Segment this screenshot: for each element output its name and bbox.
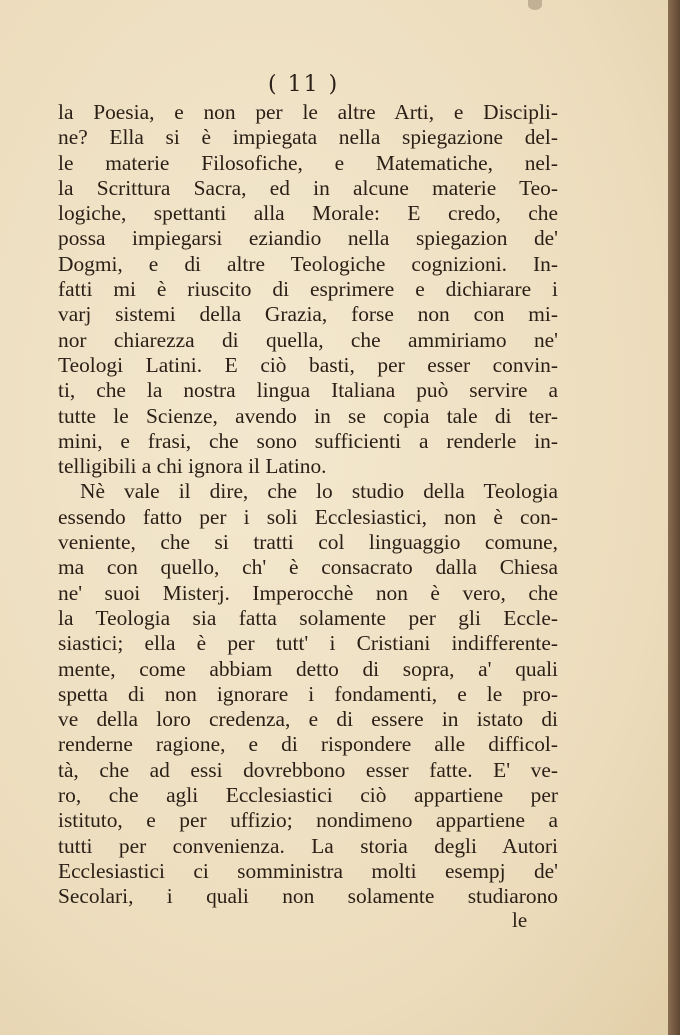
text-line: fatti mi è riuscito di esprimere e dichiarare i bbox=[58, 277, 558, 302]
text-line: tutti per convenienza. La storia degli Autori bbox=[58, 833, 558, 858]
text-line: ma con quello, ch' è consacrato dalla Chiesa bbox=[58, 555, 558, 580]
text-line: mente, come abbiam detto di sopra, a' quali bbox=[58, 656, 558, 681]
text-line: logiche, spettanti alla Morale: E credo, che bbox=[58, 201, 558, 226]
text-line: la Scrittura Sacra, ed in alcune materie Teo- bbox=[58, 175, 558, 200]
text-line: Secolari, i quali non solamente studiarono bbox=[58, 884, 558, 909]
text-line: ti, che la nostra lingua Italiana può servire a bbox=[58, 378, 558, 403]
text-line: spetta di non ignorare i fondamenti, e le pro- bbox=[58, 681, 558, 706]
text-line: siastici; ella è per tutt' i Cristiani indifferente- bbox=[58, 631, 558, 656]
text-line: tutte le Scienze, avendo in se copia tale di ter- bbox=[58, 403, 558, 428]
book-binding-edge bbox=[668, 0, 680, 1035]
text-line: Ecclesiastici ci somministra molti esempj de' bbox=[58, 858, 558, 883]
text-line: Dogmi, e di altre Teologiche cognizioni. In- bbox=[58, 251, 558, 276]
catchword: le bbox=[512, 908, 528, 932]
text-line: ne' suoi Misterj. Imperocchè non è vero, che bbox=[58, 580, 558, 605]
text-line: veniente, che si tratti col linguaggio comune, bbox=[58, 530, 558, 555]
text-line: ne? Ella si è impiegata nella spiegazione del- bbox=[58, 125, 558, 150]
text-line: Teologi Latini. E ciò basti, per esser convin- bbox=[58, 352, 558, 377]
text-line: ve della loro credenza, e di essere in istato di bbox=[58, 707, 558, 732]
text-line: istituto, e per uffizio; nondimeno appartiene a bbox=[58, 808, 558, 833]
text-line: telligibili a chi ignora il Latino. bbox=[58, 454, 327, 479]
text-line: ro, che agli Ecclesiastici ciò appartiene per bbox=[58, 783, 558, 808]
text-line: le materie Filosofiche, e Matematiche, nel- bbox=[58, 150, 558, 175]
text-line: renderne ragione, e di rispondere alle difficol- bbox=[58, 732, 558, 757]
text-line: la Poesia, e non per le altre Arti, e Discipli- bbox=[58, 100, 558, 124]
text-line: Nè vale il dire, che lo studio della Teologia bbox=[80, 479, 558, 504]
text-line: nor chiarezza di quella, che ammiriamo ne' bbox=[58, 327, 558, 352]
text-line: possa impiegarsi eziandio nella spiegazion de' bbox=[58, 226, 558, 251]
ink-smudge bbox=[528, 0, 542, 10]
text-line: essendo fatto per i soli Ecclesiastici, non è con- bbox=[58, 504, 558, 529]
text-line: tà, che ad essi dovrebbono esser fatte. E' ve- bbox=[58, 757, 558, 782]
text-line: mini, e frasi, che sono sufficienti a renderle in- bbox=[58, 428, 558, 453]
text-line: la Teologia sia fatta solamente per gli Eccle- bbox=[58, 605, 558, 630]
body-text bbox=[58, 100, 558, 910]
page-number: ( 11 ) bbox=[268, 72, 340, 97]
text-line: varj sistemi della Grazia, forse non con mi- bbox=[58, 302, 558, 327]
